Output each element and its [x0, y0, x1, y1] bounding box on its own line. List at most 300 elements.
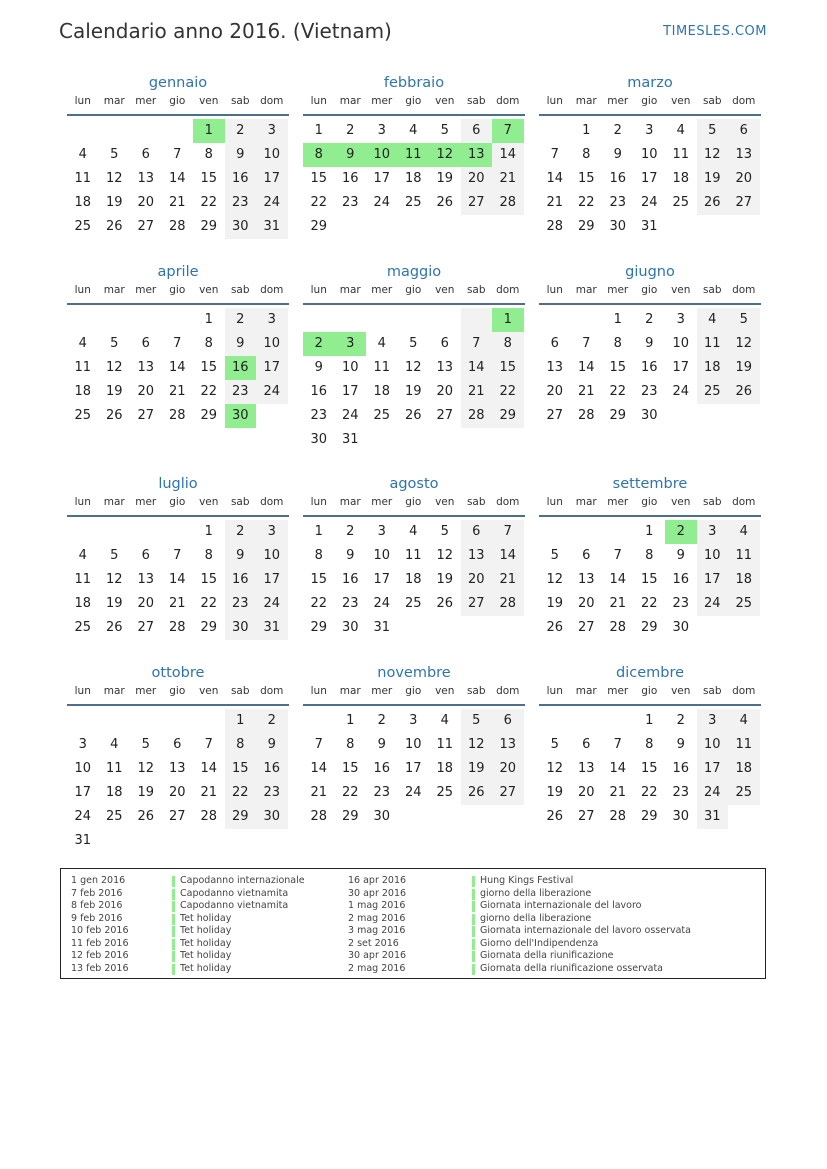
month-name: febbraio — [383, 75, 445, 91]
legend-holiday-name: Capodanno internazionale — [180, 875, 305, 886]
weekday-label: mar — [339, 685, 361, 697]
day-cell: 8 — [492, 332, 524, 356]
header-rule — [67, 303, 289, 305]
day-cell: 16 — [256, 757, 288, 781]
month-dicembre — [539, 662, 761, 829]
day-cell: 5 — [141, 737, 150, 752]
weekday-label: mer — [371, 95, 393, 107]
day-cell: 24 — [256, 592, 288, 616]
page-title: Calendario anno 2016. (Vietnam) — [59, 19, 392, 43]
day-cell: 23 — [609, 195, 627, 210]
day-grid — [539, 119, 761, 239]
day-cell: 28 — [200, 809, 218, 824]
day-cell: 5 — [110, 336, 119, 351]
day-cell: 4 — [409, 524, 418, 539]
day-cell: 24 — [256, 191, 288, 215]
day-cell: 3 — [676, 312, 685, 327]
day-cell: 10 — [672, 336, 690, 351]
day-grid — [303, 709, 525, 829]
day-cell: 17 — [256, 568, 288, 592]
empty-cell — [162, 520, 194, 544]
empty-cell — [429, 308, 461, 332]
day-cell: 7 — [173, 548, 182, 563]
day-cell: 1 — [645, 713, 654, 728]
day-cell: 10 — [256, 143, 288, 167]
weekday-header — [303, 283, 525, 301]
day-cell: 23 — [341, 596, 359, 611]
day-cell: 4 — [409, 123, 418, 138]
day-cell: 21 — [168, 195, 186, 210]
day-cell: 3 — [697, 520, 729, 544]
day-cell: 8 — [613, 336, 622, 351]
day-cell: 27 — [461, 191, 493, 215]
weekday-label: sab — [702, 284, 722, 296]
day-cell: 25 — [728, 781, 760, 805]
day-cell: 3 — [256, 520, 288, 544]
day-cell: 26 — [105, 219, 123, 234]
weekday-label: dom — [732, 496, 756, 508]
weekday-label: gio — [405, 685, 422, 697]
day-cell: 3 — [335, 332, 367, 356]
legend-marker — [472, 876, 475, 887]
weekday-label: gio — [641, 284, 658, 296]
month-name: luglio — [158, 476, 198, 492]
day-cell: 14 — [609, 572, 627, 587]
day-cell: 10 — [697, 544, 729, 568]
day-cell: 2 — [225, 119, 257, 143]
empty-cell — [67, 308, 99, 332]
day-cell: 12 — [436, 548, 454, 563]
day-cell: 29 — [609, 408, 627, 423]
empty-cell — [99, 119, 131, 143]
day-cell: 15 — [200, 360, 218, 375]
month-novembre — [303, 662, 525, 829]
legend-holiday-name: giorno della liberazione — [480, 887, 592, 899]
day-cell: 21 — [461, 380, 493, 404]
day-cell: 11 — [74, 572, 92, 587]
day-cell: 21 — [577, 384, 595, 399]
day-cell: 29 — [200, 219, 218, 234]
day-cell: 27 — [546, 408, 564, 423]
day-cell: 16 — [225, 356, 257, 380]
month-luglio — [67, 473, 289, 640]
day-cell: 2 — [225, 308, 257, 332]
empty-cell — [303, 709, 335, 733]
legend-marker — [472, 914, 475, 925]
day-cell: 13 — [492, 733, 524, 757]
day-cell: 26 — [137, 809, 155, 824]
day-cell: 18 — [74, 596, 92, 611]
weekday-label: lun — [74, 284, 91, 296]
day-cell: 13 — [577, 761, 595, 776]
weekday-label: gio — [405, 95, 422, 107]
weekday-label: lun — [310, 284, 327, 296]
day-cell: 22 — [609, 384, 627, 399]
day-cell: 12 — [546, 761, 564, 776]
day-cell: 18 — [373, 384, 391, 399]
day-cell: 5 — [440, 123, 449, 138]
day-cell: 4 — [440, 713, 449, 728]
day-cell: 12 — [105, 360, 123, 375]
day-cell: 15 — [640, 572, 658, 587]
day-cell: 17 — [256, 356, 288, 380]
legend-holiday-name: Capodanno vietnamita — [180, 900, 289, 911]
legend-marker — [172, 951, 175, 962]
day-cell: 3 — [256, 119, 288, 143]
day-cell: 15 — [200, 171, 218, 186]
day-cell: 3 — [409, 713, 418, 728]
day-cell: 21 — [168, 596, 186, 611]
month-name: agosto — [389, 476, 439, 492]
day-cell: 4 — [377, 336, 386, 351]
day-cell: 2 — [645, 312, 654, 327]
day-cell: 14 — [609, 761, 627, 776]
day-cell: 13 — [137, 572, 155, 587]
weekday-label: gio — [169, 95, 186, 107]
weekday-label: dom — [260, 685, 284, 697]
empty-cell — [67, 709, 99, 733]
legend-date: 11 feb 2016 — [71, 937, 129, 949]
day-cell: 13 — [728, 143, 760, 167]
day-cell: 27 — [461, 592, 493, 616]
weekday-label: ven — [671, 284, 691, 296]
header-rule — [67, 114, 289, 116]
weekday-label: mer — [135, 95, 157, 107]
month-febbraio — [303, 72, 525, 239]
day-cell: 9 — [676, 548, 685, 563]
empty-cell — [461, 308, 493, 332]
weekday-label: sab — [230, 496, 250, 508]
weekday-label: gio — [641, 685, 658, 697]
legend-date: 7 feb 2016 — [71, 887, 123, 899]
day-cell: 10 — [256, 332, 288, 356]
legend-marker — [172, 901, 175, 912]
day-cell: 25 — [672, 195, 690, 210]
day-cell: 24 — [373, 195, 391, 210]
day-cell: 15 — [341, 761, 359, 776]
day-cell: 9 — [335, 143, 367, 167]
day-cell: 24 — [697, 592, 729, 616]
day-cell: 4 — [728, 709, 760, 733]
weekday-label: sab — [230, 685, 250, 697]
day-cell: 11 — [105, 761, 123, 776]
weekday-label: mar — [103, 685, 125, 697]
day-cell: 15 — [310, 572, 328, 587]
day-cell: 1 — [314, 123, 323, 138]
day-cell: 9 — [676, 737, 685, 752]
day-cell: 6 — [141, 147, 150, 162]
legend-marker — [172, 939, 175, 950]
day-cell: 6 — [582, 737, 591, 752]
day-cell: 12 — [546, 572, 564, 587]
empty-cell — [130, 308, 162, 332]
weekday-label: lun — [310, 685, 327, 697]
day-cell: 31 — [697, 805, 729, 829]
weekday-label: mer — [607, 284, 629, 296]
day-cell: 8 — [582, 147, 591, 162]
day-cell: 16 — [341, 572, 359, 587]
day-cell: 6 — [492, 709, 524, 733]
day-cell: 10 — [373, 548, 391, 563]
day-cell: 6 — [728, 119, 760, 143]
empty-cell — [162, 119, 194, 143]
weekday-label: dom — [732, 284, 756, 296]
legend-date: 2 mag 2016 — [348, 962, 406, 974]
day-cell: 4 — [78, 147, 87, 162]
day-cell: 31 — [256, 215, 288, 239]
day-cell: 20 — [137, 195, 155, 210]
legend-date: 10 feb 2016 — [71, 925, 129, 936]
day-cell: 23 — [225, 191, 257, 215]
day-cell: 10 — [74, 761, 92, 776]
day-cell: 13 — [461, 544, 493, 568]
weekday-label: mar — [103, 95, 125, 107]
legend-holiday-name: Giornata della riunificazione — [480, 950, 614, 961]
weekday-label: gio — [405, 496, 422, 508]
day-cell: 20 — [577, 785, 595, 800]
day-cell: 18 — [105, 785, 123, 800]
day-cell: 13 — [577, 572, 595, 587]
day-cell: 20 — [137, 384, 155, 399]
day-cell: 29 — [200, 408, 218, 423]
day-cell: 15 — [609, 360, 627, 375]
day-cell: 14 — [492, 544, 524, 568]
day-cell: 17 — [256, 167, 288, 191]
day-cell: 27 — [577, 620, 595, 635]
empty-cell — [539, 709, 571, 733]
day-cell: 9 — [225, 332, 257, 356]
weekday-label: ven — [199, 685, 219, 697]
day-cell: 22 — [640, 596, 658, 611]
day-cell: 9 — [645, 336, 654, 351]
day-cell: 22 — [200, 384, 218, 399]
day-cell: 23 — [225, 592, 257, 616]
weekday-label: dom — [496, 685, 520, 697]
weekday-label: lun — [74, 496, 91, 508]
day-cell: 29 — [310, 219, 328, 234]
header-rule — [539, 515, 761, 517]
day-cell: 25 — [74, 219, 92, 234]
weekday-label: ven — [199, 95, 219, 107]
empty-cell — [99, 709, 131, 733]
day-cell: 10 — [341, 360, 359, 375]
day-cell: 23 — [373, 785, 391, 800]
day-cell: 11 — [404, 548, 422, 563]
weekday-header — [67, 94, 289, 112]
day-cell: 15 — [640, 761, 658, 776]
day-cell: 9 — [225, 143, 257, 167]
day-cell: 25 — [404, 596, 422, 611]
day-cell: 19 — [137, 785, 155, 800]
day-cell: 14 — [310, 761, 328, 776]
month-name: giugno — [625, 264, 675, 280]
day-cell: 24 — [341, 408, 359, 423]
empty-cell — [67, 119, 99, 143]
day-cell: 29 — [341, 809, 359, 824]
weekday-header — [539, 495, 761, 513]
day-cell: 9 — [225, 544, 257, 568]
day-cell: 20 — [168, 785, 186, 800]
day-cell: 27 — [168, 809, 186, 824]
weekday-label: sab — [466, 496, 486, 508]
day-cell: 22 — [341, 785, 359, 800]
day-cell: 24 — [640, 195, 658, 210]
day-cell: 25 — [373, 408, 391, 423]
empty-cell — [539, 520, 571, 544]
day-cell: 31 — [373, 620, 391, 635]
day-cell: 1 — [645, 524, 654, 539]
day-grid — [303, 119, 525, 239]
empty-cell — [162, 308, 194, 332]
weekday-label: gio — [169, 496, 186, 508]
legend-date: 2 set 2016 — [348, 937, 399, 949]
empty-cell — [99, 308, 131, 332]
day-cell: 10 — [404, 737, 422, 752]
day-cell: 7 — [492, 520, 524, 544]
day-cell: 13 — [436, 360, 454, 375]
day-grid — [539, 520, 761, 640]
day-cell: 23 — [341, 195, 359, 210]
day-cell: 30 — [640, 408, 658, 423]
day-cell: 20 — [728, 167, 760, 191]
empty-cell — [571, 308, 603, 332]
empty-cell — [162, 709, 194, 733]
weekday-label: ven — [435, 95, 455, 107]
weekday-label: mer — [371, 496, 393, 508]
day-cell: 13 — [461, 143, 493, 167]
day-cell: 11 — [728, 733, 760, 757]
day-cell: 10 — [366, 143, 398, 167]
day-cell: 14 — [168, 360, 186, 375]
weekday-label: mer — [607, 496, 629, 508]
day-cell: 8 — [346, 737, 355, 752]
day-cell: 22 — [200, 195, 218, 210]
day-cell: 22 — [640, 785, 658, 800]
weekday-label: sab — [466, 284, 486, 296]
day-cell: 13 — [546, 360, 564, 375]
day-cell: 15 — [225, 757, 257, 781]
day-cell: 28 — [577, 408, 595, 423]
legend-holiday-name: Giornata internazionale del lavoro — [480, 900, 642, 911]
day-cell: 14 — [200, 761, 218, 776]
empty-cell — [539, 119, 571, 143]
day-cell: 8 — [314, 548, 323, 563]
weekday-label: dom — [496, 496, 520, 508]
day-cell: 17 — [341, 384, 359, 399]
legend-date: 2 mag 2016 — [348, 912, 406, 924]
day-cell: 14 — [577, 360, 595, 375]
holiday-legend — [60, 868, 766, 979]
day-cell: 26 — [436, 195, 454, 210]
day-cell: 8 — [204, 548, 213, 563]
day-cell: 6 — [173, 737, 182, 752]
day-cell: 30 — [225, 616, 257, 640]
day-cell: 22 — [310, 195, 328, 210]
empty-cell — [67, 520, 99, 544]
day-cell: 2 — [346, 524, 355, 539]
day-cell: 7 — [173, 147, 182, 162]
weekday-label: dom — [496, 284, 520, 296]
day-cell: 3 — [78, 737, 87, 752]
day-cell: 12 — [429, 143, 461, 167]
legend-holiday-name: Hung Kings Festival — [480, 875, 574, 886]
day-cell: 19 — [546, 596, 564, 611]
day-cell: 1 — [582, 123, 591, 138]
weekday-label: sab — [702, 685, 722, 697]
day-cell: 1 — [204, 312, 213, 327]
day-cell: 12 — [105, 572, 123, 587]
weekday-header — [67, 684, 289, 702]
day-cell: 17 — [404, 761, 422, 776]
day-cell: 5 — [728, 308, 760, 332]
weekday-label: lun — [74, 95, 91, 107]
day-cell: 16 — [225, 568, 257, 592]
day-cell: 19 — [105, 195, 123, 210]
day-grid — [539, 709, 761, 829]
day-cell: 22 — [310, 596, 328, 611]
day-cell: 7 — [613, 548, 622, 563]
day-cell: 18 — [404, 171, 422, 186]
day-cell: 16 — [609, 171, 627, 186]
header-rule — [539, 114, 761, 116]
month-marzo — [539, 72, 761, 239]
day-cell: 28 — [609, 620, 627, 635]
month-name: aprile — [157, 264, 199, 280]
day-cell: 23 — [225, 380, 257, 404]
month-ottobre — [67, 662, 289, 853]
day-cell: 28 — [168, 219, 186, 234]
month-settembre — [539, 473, 761, 640]
legend-date: 16 apr 2016 — [348, 875, 407, 886]
day-cell: 20 — [577, 596, 595, 611]
day-grid — [67, 119, 289, 239]
brand-link[interactable]: TIMESLES.COM — [663, 24, 767, 39]
weekday-label: sab — [466, 95, 486, 107]
day-cell: 9 — [314, 360, 323, 375]
day-cell: 15 — [492, 356, 524, 380]
day-cell: 1 — [204, 524, 213, 539]
month-aprile — [67, 261, 289, 428]
day-cell: 28 — [461, 404, 493, 428]
empty-cell — [366, 308, 398, 332]
weekday-header — [539, 283, 761, 301]
day-cell: 20 — [461, 167, 493, 191]
weekday-label: mar — [339, 284, 361, 296]
day-cell: 23 — [672, 785, 690, 800]
day-cell: 28 — [310, 809, 328, 824]
day-cell: 16 — [640, 360, 658, 375]
day-grid — [67, 520, 289, 640]
weekday-label: gio — [641, 95, 658, 107]
day-cell: 2 — [225, 520, 257, 544]
legend-marker — [472, 889, 475, 900]
month-name: marzo — [627, 75, 673, 91]
legend-marker — [172, 876, 175, 887]
legend-marker — [472, 901, 475, 912]
day-cell: 7 — [492, 119, 524, 143]
day-cell: 24 — [373, 596, 391, 611]
day-cell: 4 — [728, 520, 760, 544]
day-cell: 16 — [373, 761, 391, 776]
day-cell: 9 — [346, 548, 355, 563]
month-gennaio — [67, 72, 289, 239]
day-cell: 28 — [168, 408, 186, 423]
weekday-label: mer — [607, 95, 629, 107]
weekday-header — [303, 684, 525, 702]
day-cell: 14 — [168, 572, 186, 587]
day-cell: 11 — [672, 147, 690, 162]
day-cell: 26 — [105, 620, 123, 635]
